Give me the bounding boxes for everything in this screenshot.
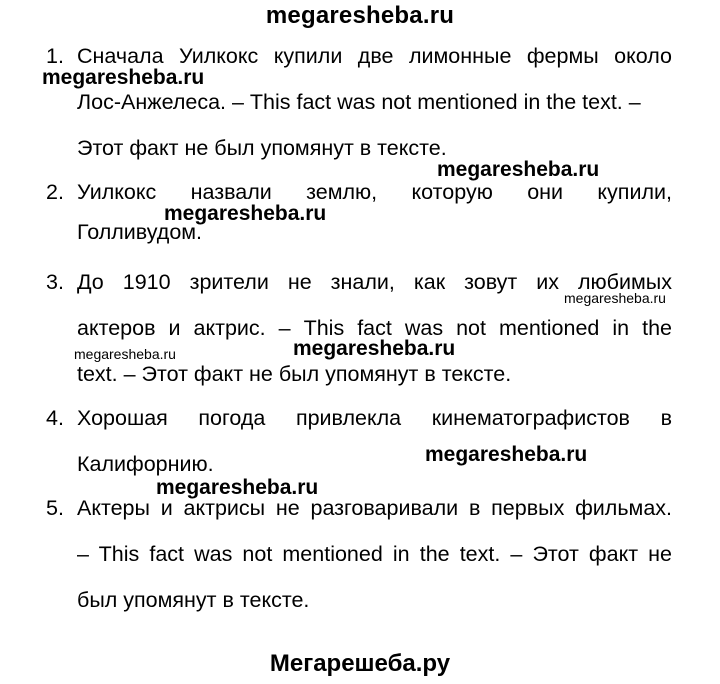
text-line: До 1910 зрители не знали, как зовут их любимых (77, 270, 672, 294)
site-footer: Мегарешеба.ру (269, 650, 451, 677)
item-number: 5. (46, 496, 64, 520)
watermark: megaresheba.ru (42, 66, 205, 89)
watermark: megaresheba.ru (425, 443, 588, 466)
watermark: megaresheba.ru (293, 337, 456, 360)
text-line: был упомянут в тексте. (77, 588, 310, 612)
text-line: text. – Этот факт не был упомянут в тексте. (77, 362, 512, 386)
watermark: megaresheba.ru (437, 158, 600, 181)
text-line: – This fact was not mentioned in the text. – Этот факт не (77, 542, 672, 566)
watermark: megaresheba.ru (164, 202, 327, 225)
text-line: Голливудом. (77, 220, 203, 244)
site-header: megaresheba.ru (265, 2, 455, 29)
item-number: 4. (46, 406, 64, 430)
text-line: Хорошая погода привлекла кинематографистов в (77, 406, 672, 430)
text-line: актеров и актрис. – This fact was not mentioned in the (77, 316, 672, 340)
text-line: Сначала Уилкокс купили две лимонные фермы около (77, 44, 672, 68)
text-line: Лос-Анжелеса. – This fact was not mentioned in the text. – (77, 90, 641, 114)
item-number: 1. (46, 44, 64, 68)
watermark: megaresheba.ru (74, 346, 176, 362)
text-line: Этот факт не был упомянут в тексте. (77, 136, 447, 160)
watermark: megaresheba.ru (156, 476, 319, 499)
item-number: 3. (46, 270, 64, 294)
watermark: megaresheba.ru (564, 290, 666, 306)
item-number: 2. (46, 180, 64, 204)
item-text (77, 498, 672, 636)
text-line: Актеры и актрисы не разговаривали в первых фильмах. (77, 496, 672, 520)
text-line: Калифорнию. (77, 452, 214, 476)
text-line: Уилкокс назвали землю, которую они купили, (77, 180, 672, 204)
